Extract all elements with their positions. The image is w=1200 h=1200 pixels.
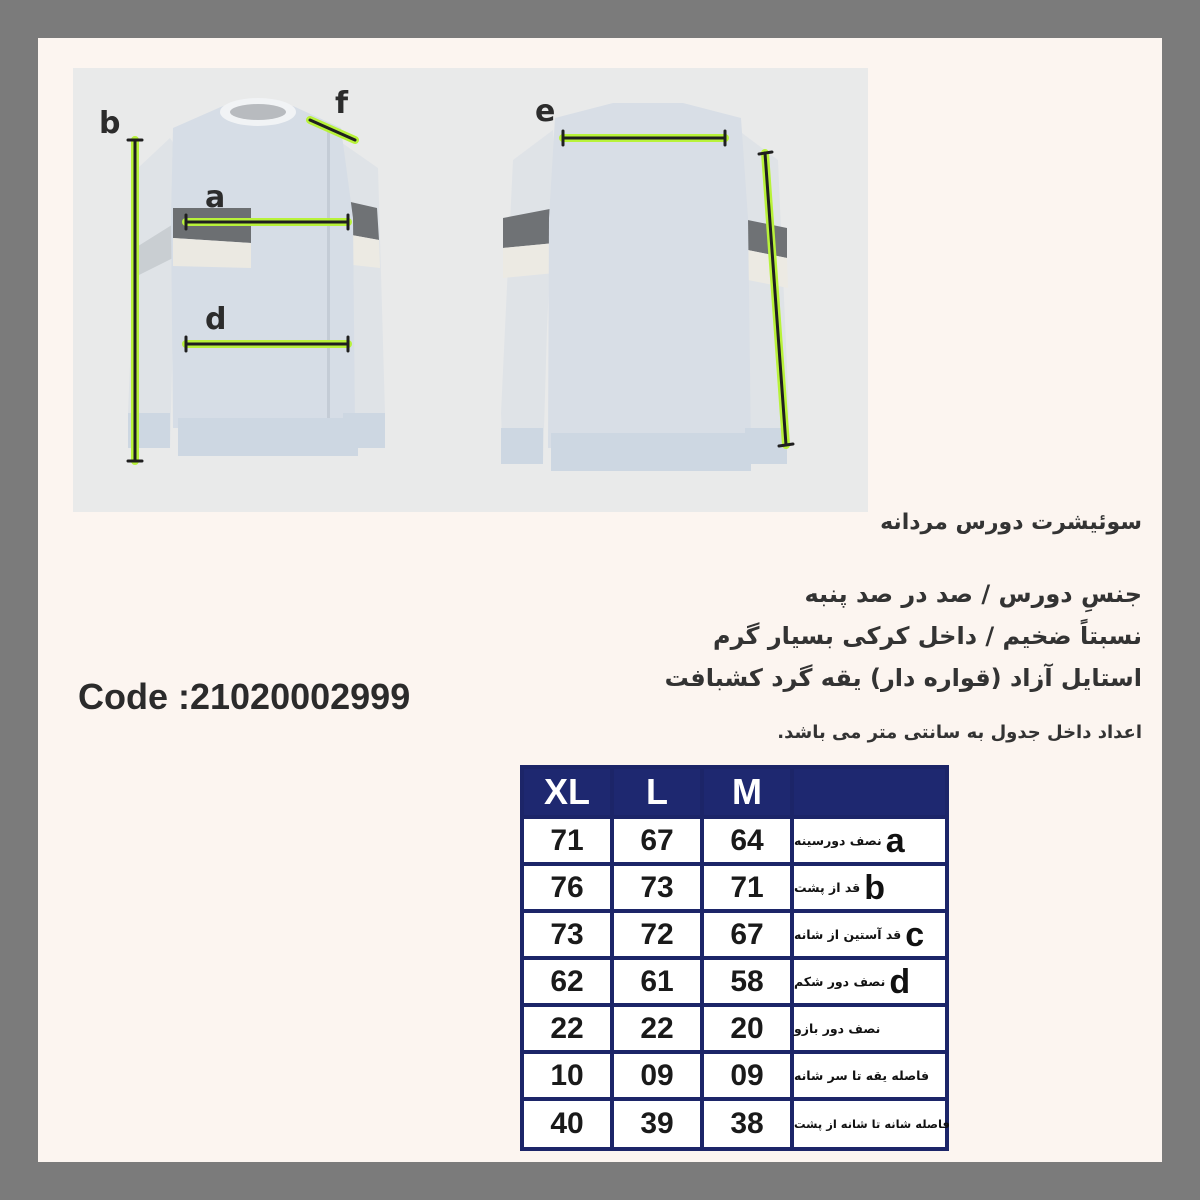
row-text-arm: نصف دور بازو: [794, 1021, 881, 1036]
table-unit-note: اعداد داخل جدول به سانتی متر می باشد.: [777, 722, 1142, 743]
cell-a-m: 64: [704, 819, 790, 862]
cell-collar-m: 09: [704, 1054, 790, 1097]
product-photo: [73, 68, 868, 512]
row-label-a: [794, 819, 945, 862]
cell-a-xl: 71: [524, 819, 610, 862]
row-letter-b: b: [864, 868, 886, 907]
product-line-2: نسبتاً ضخیم / داخل کرکی بسیار گرم: [713, 622, 1142, 650]
cell-a-l: 67: [614, 819, 700, 862]
cell-d-xl: 62: [524, 960, 610, 1003]
row-text-b: قد از پشت: [794, 880, 861, 895]
cell-collar-xl: 10: [524, 1054, 610, 1097]
row-letter-d: d: [889, 962, 911, 1001]
product-code: Code :21020002999: [78, 676, 411, 717]
row-text-a: نصف دورسینه: [794, 833, 882, 848]
measure-label-a: a: [205, 180, 226, 215]
cell-c-m: 67: [704, 913, 790, 956]
cell-d-l: 61: [614, 960, 700, 1003]
cell-b-xl: 76: [524, 866, 610, 909]
size-table: [520, 765, 949, 1151]
header-l: L: [614, 769, 700, 815]
cell-shoulder-l: 39: [614, 1101, 700, 1147]
row-letter-c: c: [905, 915, 925, 954]
row-label-arm: [794, 1007, 945, 1050]
row-label-b: [794, 866, 945, 909]
header-m: M: [704, 769, 790, 815]
cell-arm-l: 22: [614, 1007, 700, 1050]
cell-arm-m: 20: [704, 1007, 790, 1050]
row-text-d: نصف دور شکم: [794, 974, 886, 989]
row-letter-a: a: [885, 821, 905, 860]
cell-shoulder-m: 38: [704, 1101, 790, 1147]
measure-label-e: e: [535, 94, 556, 129]
product-title: سوئیشرت دورس مردانه: [880, 510, 1142, 535]
row-label-shoulder: [794, 1101, 950, 1147]
row-text-c: قد آستین از شانه: [794, 927, 902, 942]
back-sweatshirt: [501, 103, 789, 471]
cell-b-l: 73: [614, 866, 700, 909]
cell-d-m: 58: [704, 960, 790, 1003]
row-text-shoulder: فاصله شانه تا شانه از پشت: [794, 1117, 950, 1131]
product-line-3: استایل آزاد (قواره دار) یقه گرد کشبافت: [664, 664, 1142, 692]
cell-c-xl: 73: [524, 913, 610, 956]
cell-arm-xl: 22: [524, 1007, 610, 1050]
row-label-collar: [794, 1054, 945, 1097]
row-text-collar: فاصله یقه تا سر شانه: [794, 1068, 930, 1083]
cell-collar-l: 09: [614, 1054, 700, 1097]
row-label-d: [794, 960, 945, 1003]
header-xl: XL: [524, 769, 610, 815]
cell-c-l: 72: [614, 913, 700, 956]
cell-b-m: 71: [704, 866, 790, 909]
header-label: [794, 769, 945, 815]
sweatshirt-diagram: [73, 68, 868, 512]
measure-label-d: d: [205, 302, 227, 337]
front-sweatshirt: [128, 98, 385, 456]
product-line-1: جنسِ دورس / صد در صد پنبه: [804, 580, 1142, 608]
measure-label-f: f: [335, 86, 349, 121]
row-label-c: [794, 913, 945, 956]
measure-label-b: b: [99, 106, 121, 141]
cell-shoulder-xl: 40: [524, 1101, 610, 1147]
